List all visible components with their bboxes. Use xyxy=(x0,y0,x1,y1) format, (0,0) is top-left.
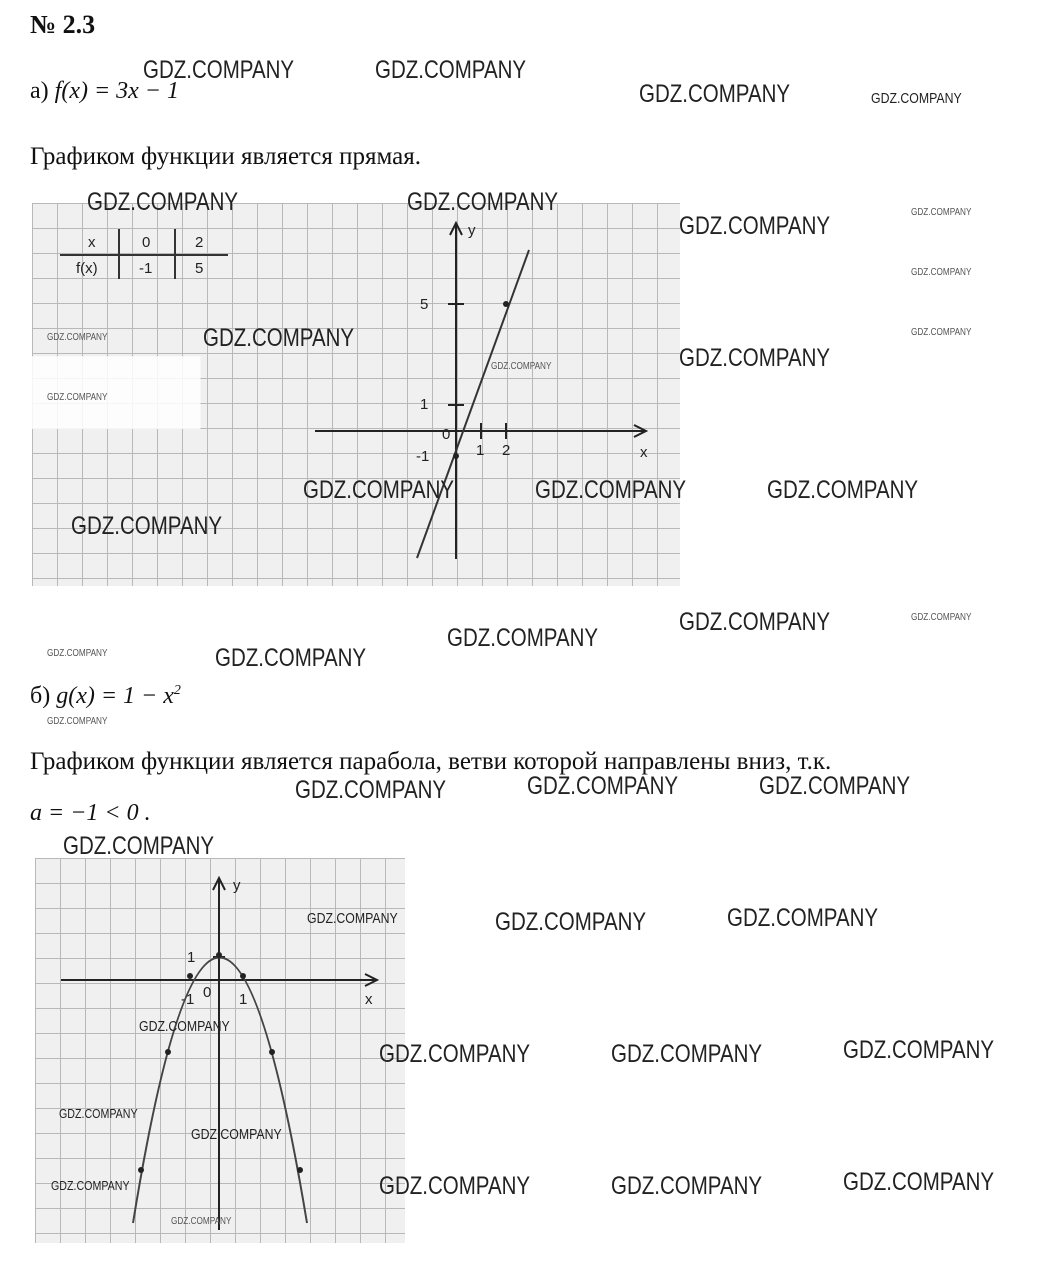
graph-a-xlabel-2: 2 xyxy=(502,442,511,459)
graph-a-y-label: y xyxy=(468,222,476,239)
graph-b-xlabel-1: 1 xyxy=(239,991,248,1008)
graph-a-point-2 xyxy=(503,301,509,307)
watermark: GDZ.COMPANY xyxy=(611,1040,763,1068)
watermark: GDZ.COMPANY xyxy=(767,476,919,504)
value-table xyxy=(60,229,228,279)
watermark: GDZ.COMPANY xyxy=(871,90,962,107)
graph-a-ylabel-1: 1 xyxy=(420,396,429,413)
part-a-description: Графиком функции является прямая. xyxy=(30,143,422,170)
graph-b-point xyxy=(269,1049,275,1055)
watermark: GDZ.COMPANY xyxy=(71,512,223,540)
graph-b-point xyxy=(138,1167,144,1173)
graph-b-point xyxy=(297,1167,303,1173)
watermark: GDZ.COMPANY xyxy=(843,1036,995,1064)
graph-a-xlabel-1: 1 xyxy=(476,442,485,459)
watermark: GDZ.COMPANY xyxy=(727,904,879,932)
watermark: GDZ.COMPANY xyxy=(679,344,831,372)
part-a-function: f(x) = 3x − 1 xyxy=(54,78,180,104)
watermark: GDZ.COMPANY xyxy=(535,476,687,504)
graph-b-point xyxy=(187,973,193,979)
watermark: GDZ.COMPANY xyxy=(611,1172,763,1200)
watermark: GDZ.COMPANY xyxy=(191,1126,282,1143)
graph-b-x-label: x xyxy=(365,991,373,1008)
watermark: GDZ.COMPANY xyxy=(295,776,447,804)
part-b-description: Графиком функции является парабола, ветви которой направлены вниз, т.к. xyxy=(30,748,832,775)
part-b-exponent: 2 xyxy=(173,683,181,698)
graph-a-ylabel-neg1: -1 xyxy=(416,448,430,465)
watermark: GDZ.COMPANY xyxy=(379,1040,531,1068)
watermark: GDZ.COMPANY xyxy=(911,612,972,623)
watermark: GDZ.COMPANY xyxy=(911,207,972,218)
watermark: GDZ.COMPANY xyxy=(63,832,215,860)
graph-b-point xyxy=(165,1049,171,1055)
watermark: GDZ.COMPANY xyxy=(303,476,455,504)
graph-a-x-label: x xyxy=(640,444,648,461)
watermark: GDZ.COMPANY xyxy=(407,188,559,216)
problem-number: № 2.3 xyxy=(30,10,96,39)
watermark: GDZ.COMPANY xyxy=(203,324,355,352)
watermark: GDZ.COMPANY xyxy=(911,267,972,278)
watermark: GDZ.COMPANY xyxy=(215,644,367,672)
table-header-x: x xyxy=(88,234,96,251)
watermark: GDZ.COMPANY xyxy=(47,716,108,727)
part-b-function: g(x) = 1 − x xyxy=(56,683,174,709)
table-row-label: f(x) xyxy=(76,260,98,277)
watermark: GDZ.COMPANY xyxy=(527,772,679,800)
table-value-2: 5 xyxy=(195,260,204,277)
watermark: GDZ.COMPANY xyxy=(59,1106,138,1121)
watermark: GDZ.COMPANY xyxy=(51,1178,130,1193)
part-b-formula xyxy=(30,683,181,710)
watermark: GDZ.COMPANY xyxy=(375,56,527,84)
watermark: GDZ.COMPANY xyxy=(47,332,108,343)
watermark: GDZ.COMPANY xyxy=(139,1018,230,1035)
part-b-condition: a = −1 < 0 . xyxy=(30,800,151,826)
part-a-label: а) xyxy=(30,78,49,104)
watermark: GDZ.COMPANY xyxy=(47,392,108,403)
graph-a-point-0 xyxy=(453,453,459,459)
graph-b-point xyxy=(240,973,246,979)
graph-b-point xyxy=(216,952,222,958)
graph-b-y-label: y xyxy=(233,877,241,894)
table-value-1: -1 xyxy=(139,260,153,277)
watermark: GDZ.COMPANY xyxy=(759,772,911,800)
watermark: GDZ.COMPANY xyxy=(679,212,831,240)
table-header-2: 2 xyxy=(195,234,204,251)
graph-a-line xyxy=(417,250,529,558)
graph-a-ylabel-5: 5 xyxy=(420,296,429,313)
watermark: GDZ.COMPANY xyxy=(495,908,647,936)
watermark: GDZ.COMPANY xyxy=(911,327,972,338)
graph-b-xlabel-neg1: -1 xyxy=(181,991,195,1008)
watermark: GDZ.COMPANY xyxy=(379,1172,531,1200)
watermark: GDZ.COMPANY xyxy=(143,56,295,84)
watermark: GDZ.COMPANY xyxy=(171,1216,232,1227)
watermark: GDZ.COMPANY xyxy=(87,188,239,216)
watermark: GDZ.COMPANY xyxy=(447,624,599,652)
watermark: GDZ.COMPANY xyxy=(307,910,398,927)
watermark: GDZ.COMPANY xyxy=(843,1168,995,1196)
watermark: GDZ.COMPANY xyxy=(47,648,108,659)
table-header-0: 0 xyxy=(142,234,151,251)
watermark: GDZ.COMPANY xyxy=(679,608,831,636)
watermark: GDZ.COMPANY xyxy=(639,80,791,108)
watermark: GDZ.COMPANY xyxy=(491,361,552,372)
part-b-label: б) xyxy=(30,683,51,709)
graph-a-origin: 0 xyxy=(442,426,451,443)
graph-b-ylabel-1: 1 xyxy=(187,949,196,966)
graph-b-origin: 0 xyxy=(203,984,212,1001)
